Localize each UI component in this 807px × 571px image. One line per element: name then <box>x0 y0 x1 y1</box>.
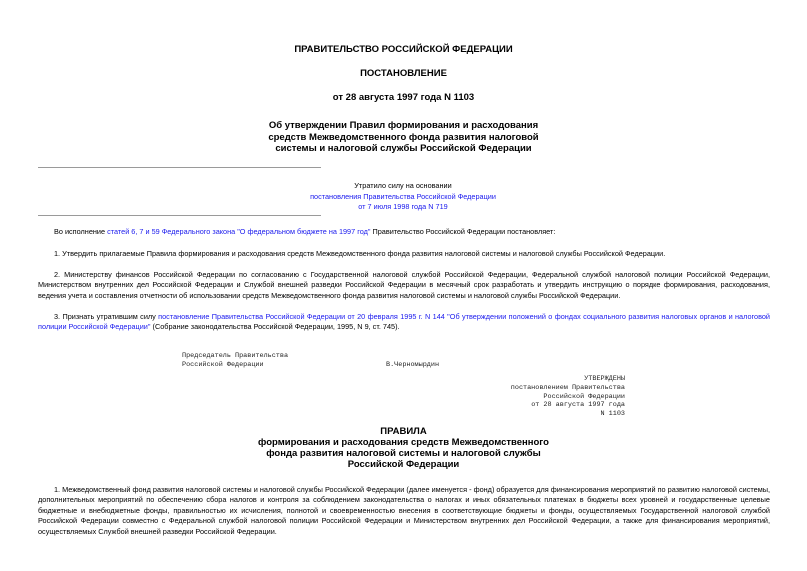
document-date: от 28 августа 1997 года N 1103 <box>332 92 475 103</box>
rules-title <box>0 426 807 470</box>
rules-heading: ПРАВИЛА <box>380 426 427 437</box>
law-articles-link[interactable]: статей 6, 7 и 59 Федерального закона "О федеральном бюджете на 1997 год" <box>107 227 371 236</box>
resolution-144-link[interactable]: постановление Правительства Российской Федерации от 20 февраля 1995 г. N 144 "Об утверждении положений о фондах социального развития налоговых органов и налоговой полиции Российской Федерации" <box>38 312 770 332</box>
rules-subtitle-line: Российской Федерации <box>347 459 460 470</box>
rules-subtitle-line: формирования и расходования средств Межведомственного <box>258 437 549 448</box>
rules-subtitle-line: фонда развития налоговой системы и налоговой службы <box>266 448 541 459</box>
lost-force-note <box>38 181 768 213</box>
preamble-prefix: Во исполнение <box>54 227 108 236</box>
document-type: ПОСТАНОВЛЕНИЕ <box>360 68 447 79</box>
lost-force-link-date[interactable]: от 7 июля 1998 года N 719 <box>358 202 448 211</box>
item-1: 1. Утвердить прилагаемые Правила формирования и расходования средств Межведомственного фонда развития налоговой системы и налоговой службы Российской Федерации. <box>54 249 666 258</box>
preamble <box>38 227 770 237</box>
approved-line: постановлением Правительства <box>510 383 625 392</box>
title-line: системы и налоговой службы Российской Федерации <box>275 143 532 154</box>
government-heading: ПРАВИТЕЛЬСТВО РОССИЙСКОЙ ФЕДЕРАЦИИ <box>294 44 513 55</box>
approved-block <box>511 375 625 419</box>
approved-line: Российской Федерации <box>543 392 625 401</box>
item-2: 2. Министерству финансов Российской Федерации по согласованию с Государственной налоговой службой Российской Федерации, Федеральной службой налоговой полиции Российской Федерации, Министерством внутренних дел Российской Федерации и Службой внешней разведки Российской Федерации в месячный срок разработать и утвердить инструкцию о порядке формирования, расходования, ведения учета и составления отчетности об использовании средств Межведомственного фонда развития налоговой системы и налоговой службы Российской Федерации. <box>38 270 770 300</box>
signature-name: В.Черномырдин <box>386 361 440 369</box>
lost-force-text: Утратило силу на основании <box>354 181 452 190</box>
rules-item-1: 1. Межведомственный фонд развития налоговой системы и налоговой службы Российской Федерации (далее именуется - фонд) образуется для финансирования мероприятий по развитию налоговой системы, дополнительных мероприятий по обеспечению сбора налогов и контроля за соблюдением законодательства о налогах и иных обязательных платежах в бюджеты всех уровней и государственные целевые бюджетные и внебюджетные фонды, правильностью их исчисления, полнотой и своевременностью внесения в соответствующие бюджеты и фонды, осуществляемых Государственной налоговой службой Российской Федерации совместно с Федеральной службой налоговой полиции Российской Федерации и Министерством внутренних дел Российской Федерации, а также для финансирования мероприятий, осуществляемых Службой внешней разведки Российской Федерации. <box>38 485 770 536</box>
item-3 <box>38 312 770 333</box>
item-3-prefix: 3. Признать утратившим силу <box>54 312 159 321</box>
signature-position-1: Председатель Правительства <box>182 352 289 360</box>
item-3-suffix: (Собрание законодательства Российской Федерации, 1995, N 9, ст. 745). <box>150 322 400 332</box>
approved-line: УТВЕРЖДЕНЫ <box>584 375 625 383</box>
title-line: Об утверждении Правил формирования и расходования <box>268 120 539 131</box>
divider-top <box>38 167 321 168</box>
lost-force-link-resolution[interactable]: постановления Правительства Российской Федерации <box>310 191 496 201</box>
divider-bottom <box>38 215 321 216</box>
preamble-suffix: Правительство Российской Федерации постановляет: <box>370 227 556 236</box>
title-line: средств Межведомственного фонда развития налоговой <box>268 131 539 143</box>
approved-line: от 28 августа 1997 года <box>531 401 625 410</box>
document-title <box>0 120 807 155</box>
approved-line: N 1103 <box>600 410 625 419</box>
signature-position-2: Российской Федерации <box>182 361 264 369</box>
